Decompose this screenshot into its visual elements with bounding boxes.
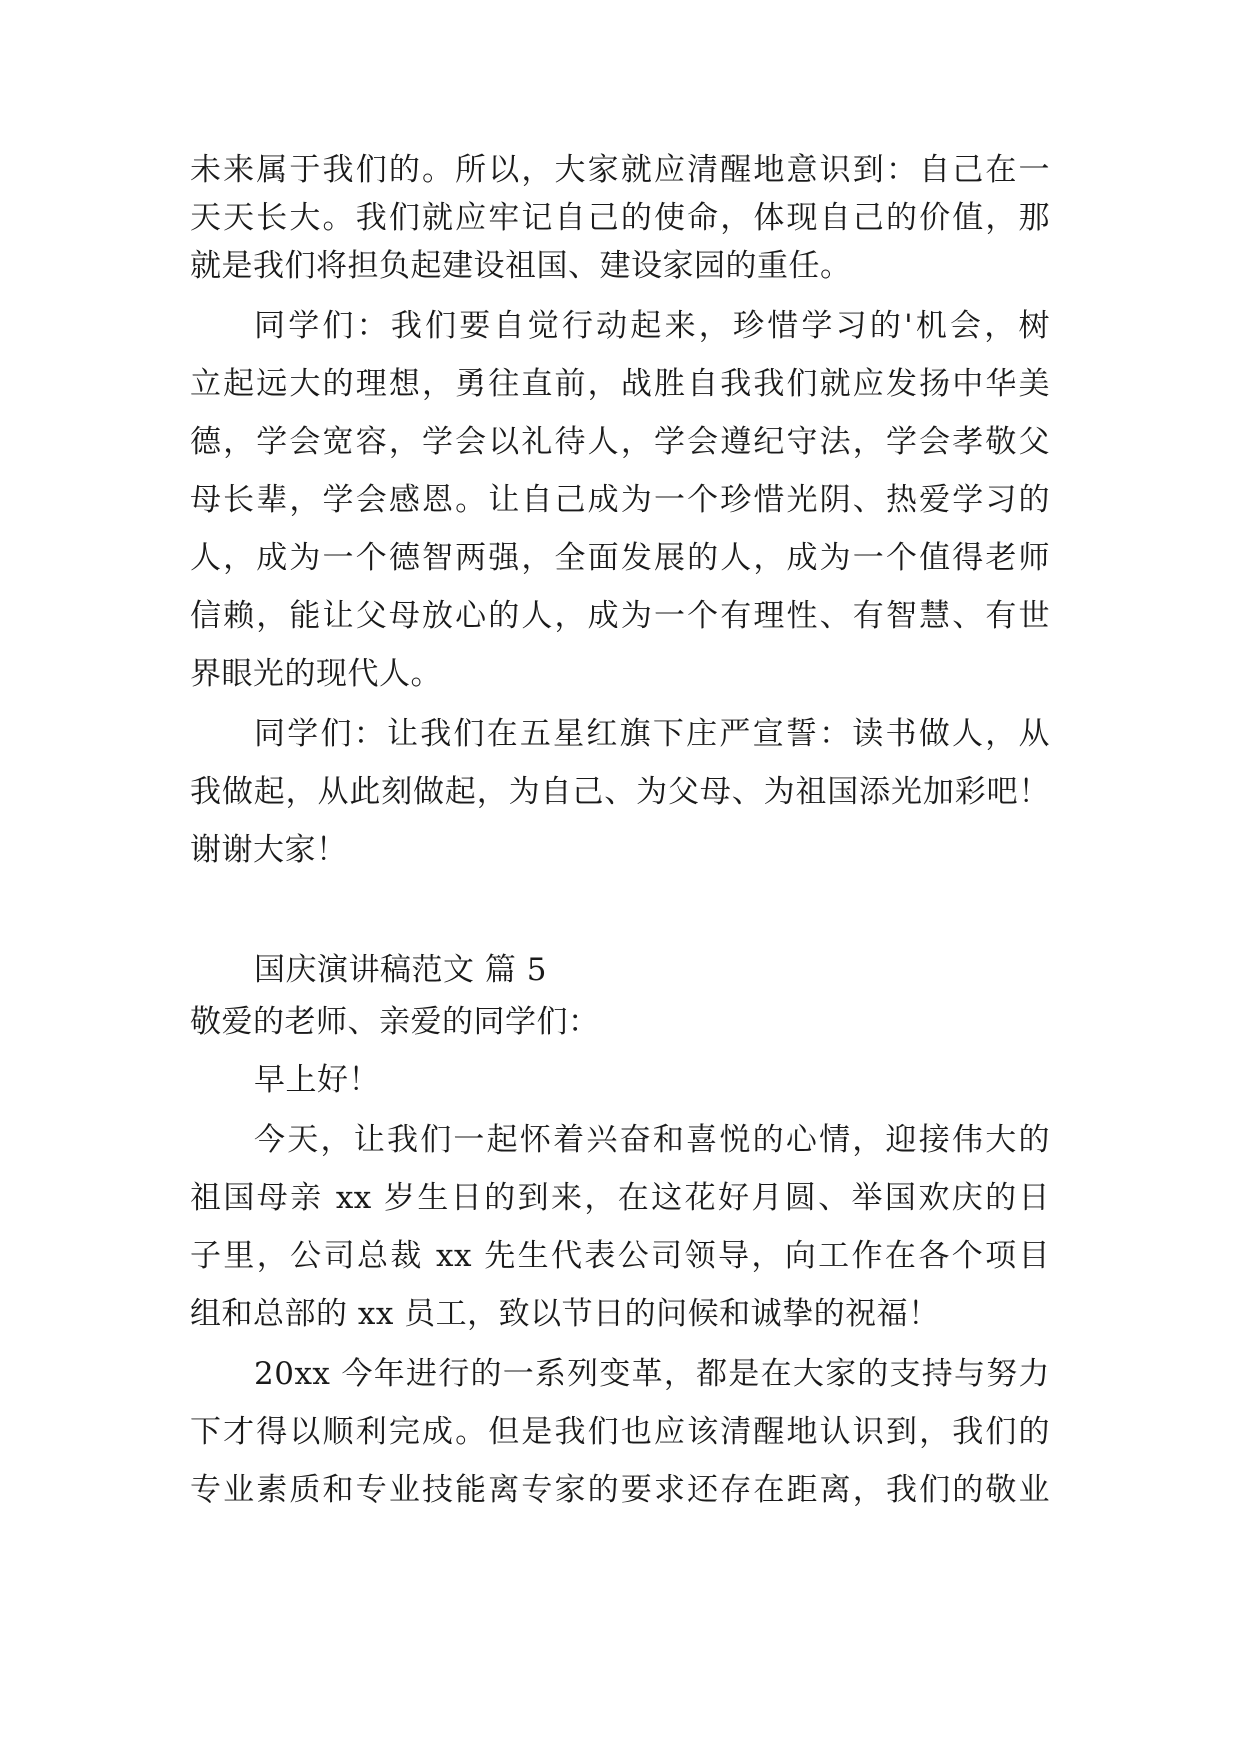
- body-text-line: 信赖，能让父母放心的人，成为一个有理性、有智慧、有世: [190, 598, 1050, 634]
- body-text-line: 人，成为一个德智两强，全面发展的人，成为一个值得老师: [190, 540, 1050, 576]
- paragraph-first-line: 20xx 今年进行的一系列变革，都是在大家的支持与努力: [254, 1356, 1050, 1392]
- paragraph-first-line: 同学们：让我们在五星红旗下庄严宣誓：读书做人，从: [254, 716, 1050, 752]
- salutation: 敬爱的老师、亲爱的同学们：: [190, 1004, 600, 1040]
- section-heading: 国庆演讲稿范文 篇 5: [254, 952, 547, 988]
- body-text-line: 组和总部的 xx 员工，致以节日的问候和诚挚的祝福！: [190, 1296, 940, 1332]
- body-text-line: 谢谢大家！: [190, 832, 348, 868]
- body-text-line: 就是我们将担负起建设祖国、建设家园的重任。: [190, 248, 852, 284]
- body-text-line: 专业素质和专业技能离专家的要求还存在距离，我们的敬业: [190, 1472, 1050, 1508]
- paragraph-first-line: 同学们：我们要自觉行动起来，珍惜学习的'机会，树: [254, 308, 1050, 344]
- body-text-line: 界眼光的现代人。: [190, 656, 442, 692]
- body-text-line: 祖国母亲 xx 岁生日的到来，在这花好月圆、举国欢庆的日: [190, 1180, 1050, 1216]
- paragraph-first-line: 今天，让我们一起怀着兴奋和喜悦的心情，迎接伟大的: [254, 1122, 1050, 1158]
- body-text-line: 我做起，从此刻做起，为自己、为父母、为祖国添光加彩吧！: [190, 774, 1050, 810]
- body-text-line: 子里，公司总裁 xx 先生代表公司领导，向工作在各个项目: [190, 1238, 1050, 1274]
- body-text-line: 立起远大的理想，勇往直前，战胜自我我们就应发扬中华美: [190, 366, 1050, 402]
- body-text-line: 未来属于我们的。所以，大家就应清醒地意识到：自己在一: [190, 152, 1050, 188]
- body-text-line: 母长辈，学会感恩。让自己成为一个珍惜光阴、热爱学习的: [190, 482, 1050, 518]
- body-text-line: 德，学会宽容，学会以礼待人，学会遵纪守法，学会孝敬父: [190, 424, 1050, 460]
- body-text-line: 天天长大。我们就应牢记自己的使命，体现自己的价值，那: [190, 200, 1050, 236]
- greeting: 早上好！: [254, 1062, 380, 1098]
- body-text-line: 下才得以顺利完成。但是我们也应该清醒地认识到，我们的: [190, 1414, 1050, 1450]
